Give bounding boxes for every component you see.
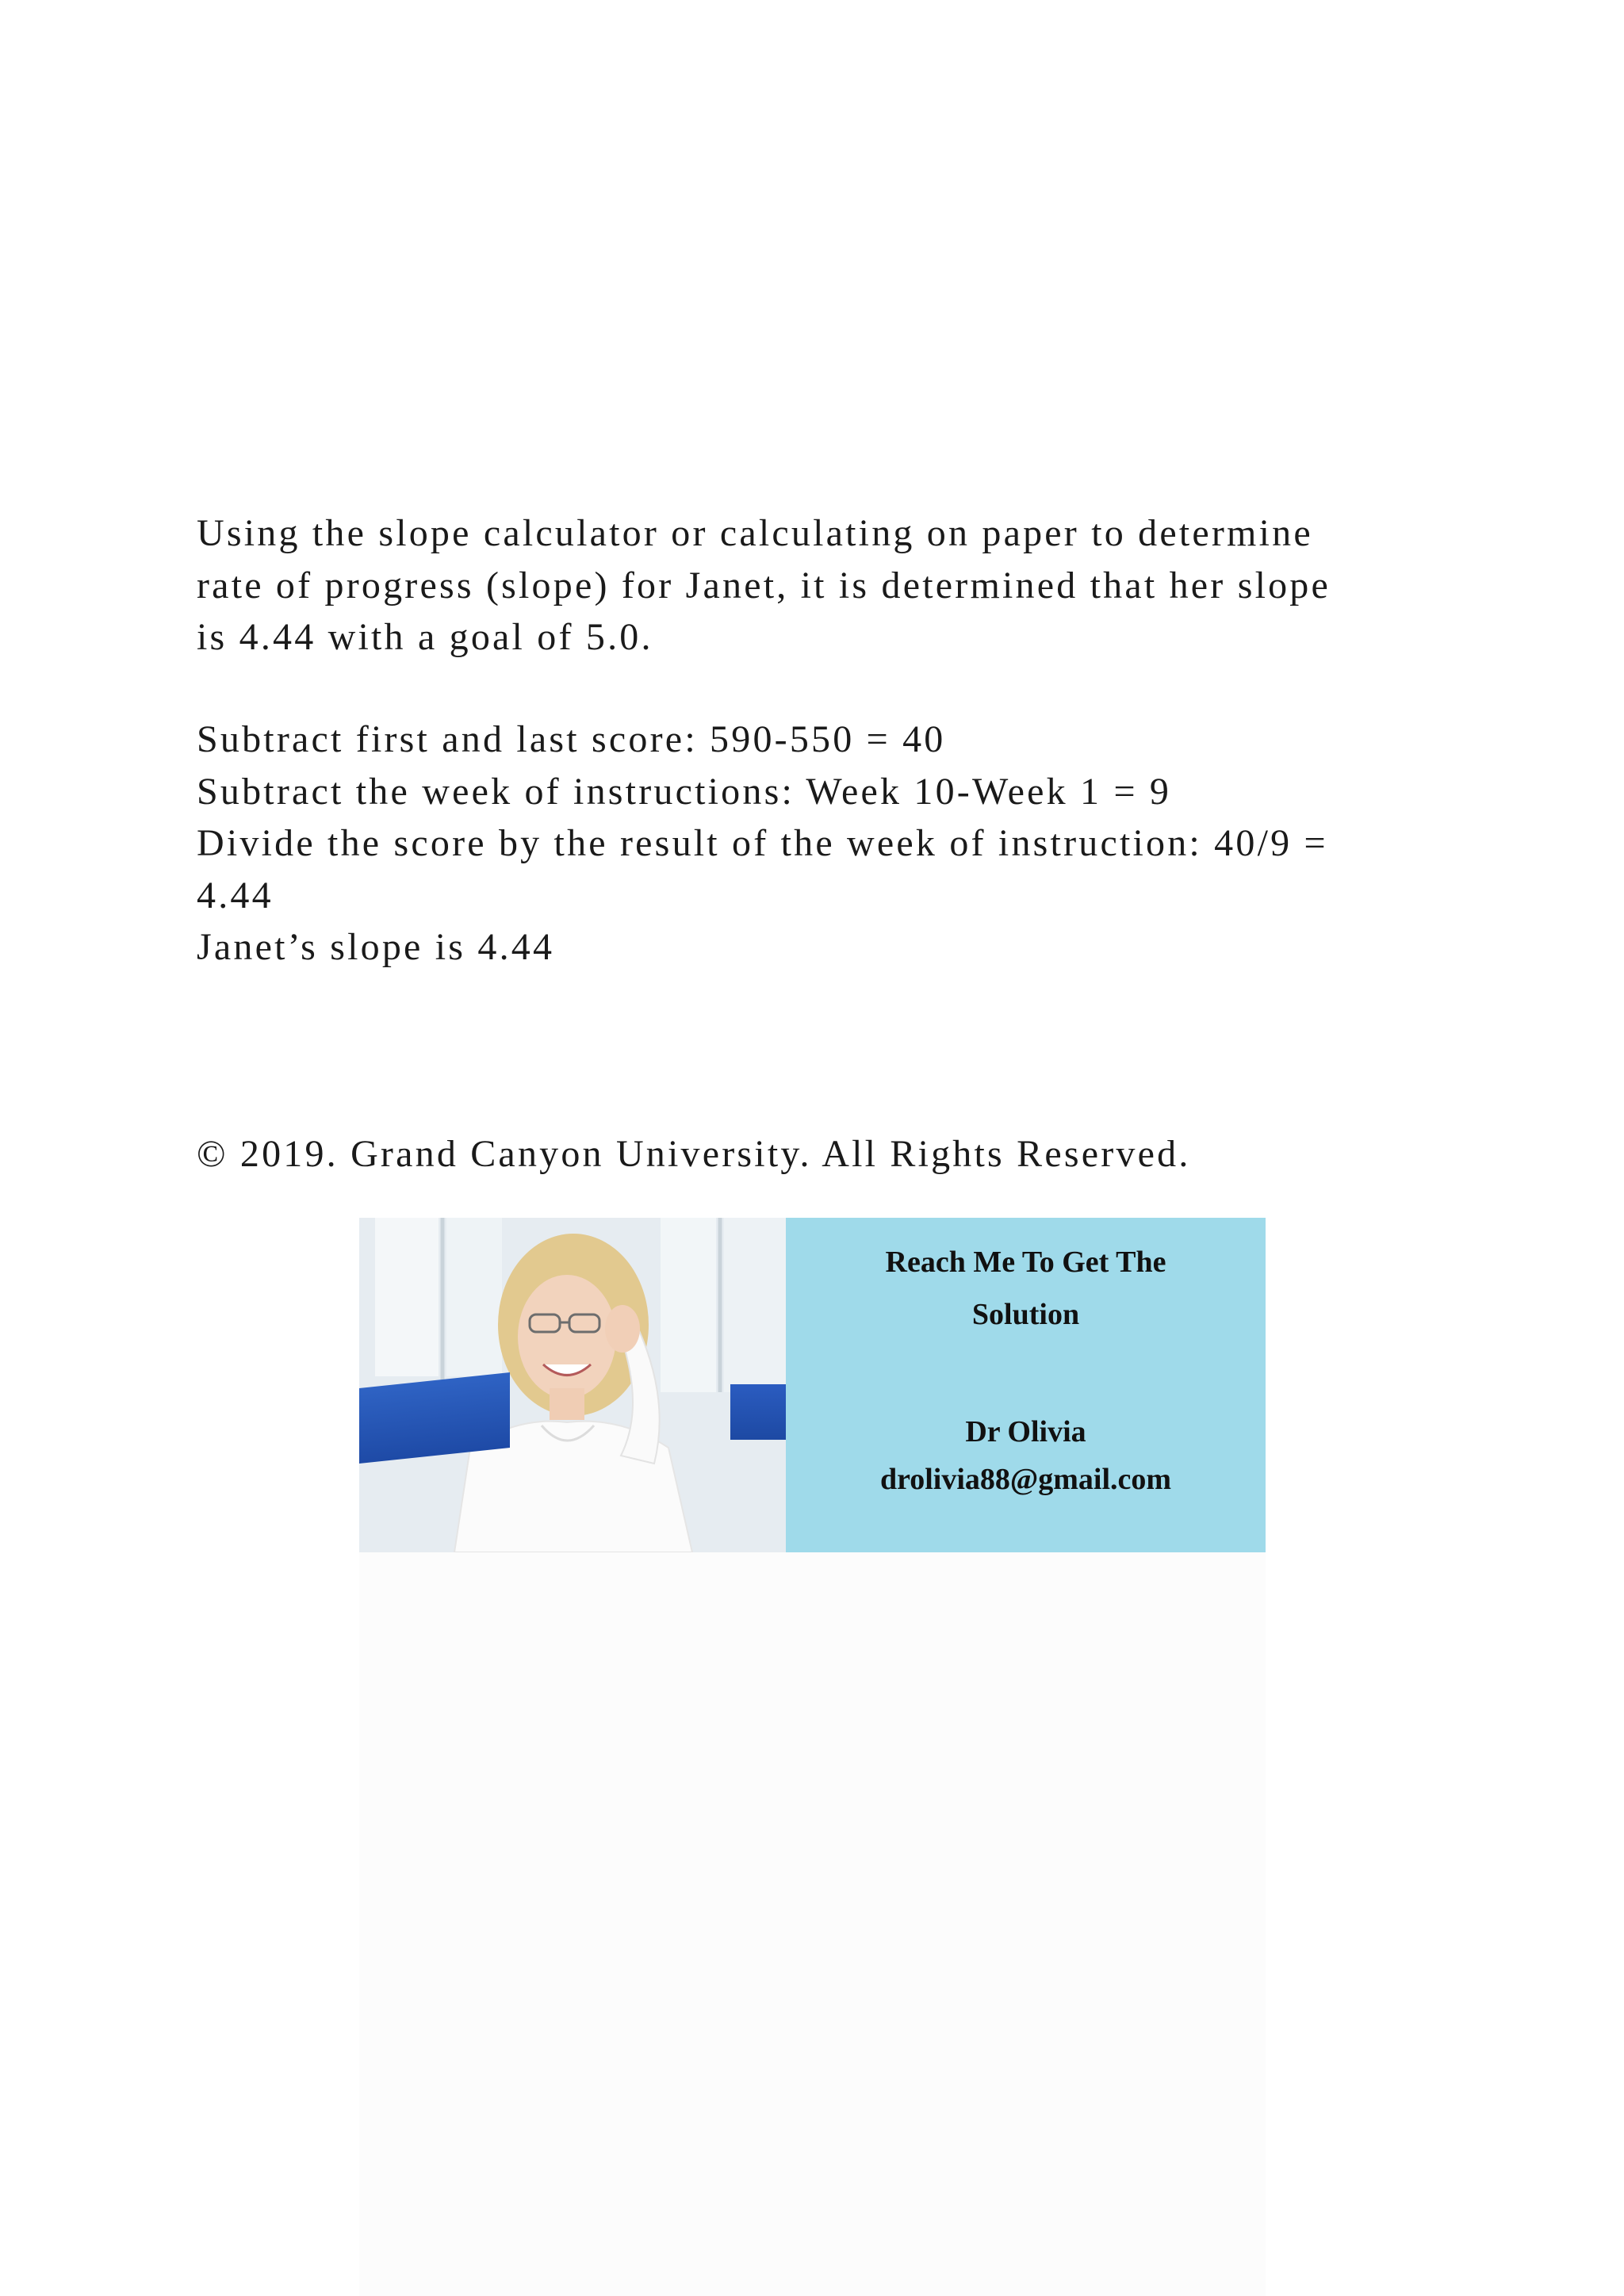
promo-banner	[359, 1218, 1266, 1552]
woman-photo	[359, 1218, 786, 1552]
contact-name: Dr Olivia	[965, 1415, 1086, 1448]
banner-headline-line2: Solution	[971, 1298, 1080, 1331]
contact-panel	[786, 1218, 1266, 1552]
intro-paragraph: Using the slope calculator or calculating on paper to determine rate of progress (slope) for Janet, it is determined that her slope is 4.44 with a goal of 5.0.	[197, 512, 1331, 658]
calculation-steps: Subtract first and last score: 590-550 = 40 Subtract the week of instructions: Week 10-Week 1 = 9 Divide the score by the result of the week of instruction: 40/9 = 4.44 Janet’s slope is 4.44	[197, 718, 1328, 968]
contact-email: drolivia88@gmail.com	[879, 1463, 1172, 1496]
faint-image-area	[359, 1552, 1266, 2296]
blue-chair-right	[730, 1384, 786, 1440]
copyright-notice: © 2019. Grand Canyon University. All Rights Reserved.	[197, 1133, 1191, 1175]
blue-chair-left	[359, 1372, 510, 1464]
banner-headline-line1: Reach Me To Get The	[885, 1246, 1166, 1279]
